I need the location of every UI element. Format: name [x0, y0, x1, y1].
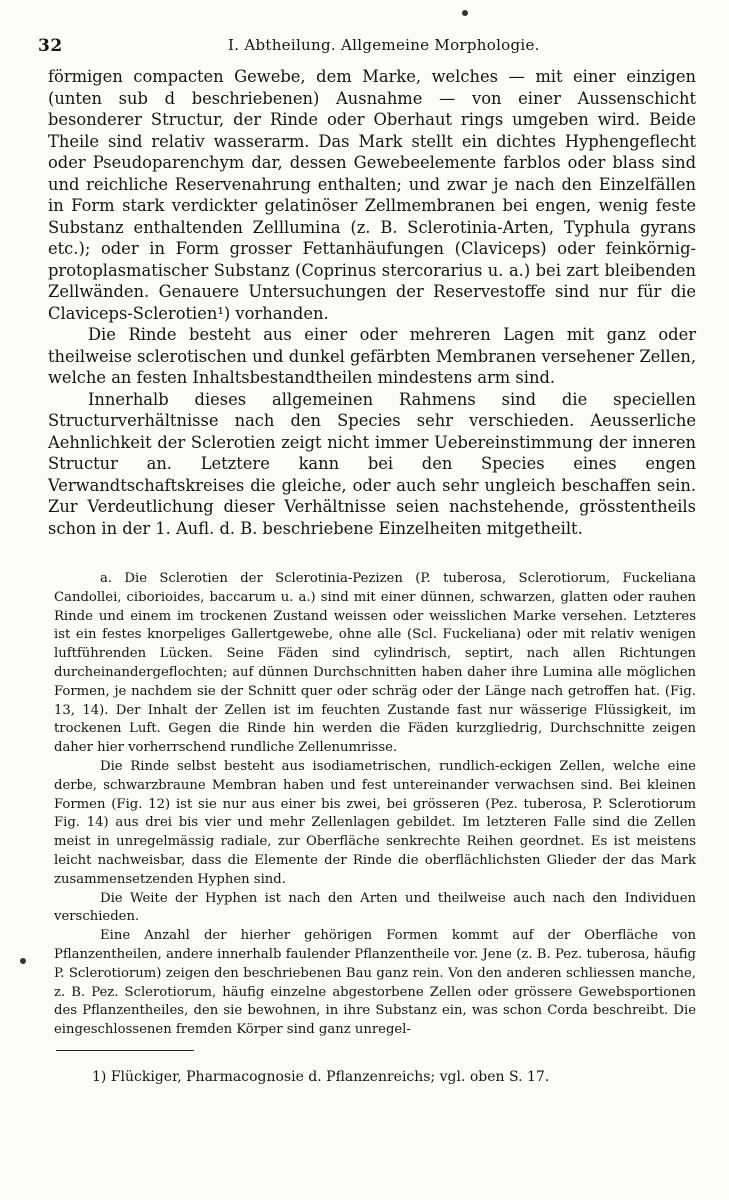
- small-print-section: [54, 570, 696, 1040]
- main-text: [48, 66, 696, 539]
- paragraph: Innerhalb dieses allgemeinen Rahmens sind die speciellen Structurverhältnisse nach den Species sehr verschieden. Aeusserliche Aehnlichkeit der Sclerotien zeigt nicht immer Uebereinstimmung der inneren Structur an. Letztere kann bei den Species eines engen Verwandtschaftskreises die gleiche, oder auch sehr ungleich beschaffen sein. Zur Verdeutlichung dieser Verhältnisse seien nachstehende, grösstentheils schon in der 1. Aufl. d. B. beschriebene Einzelheiten mitgetheilt.: [48, 389, 696, 538]
- small-paragraph: Die Weite der Hyphen ist nach den Arten und theilweise auch nach den Individuen verschieden.: [54, 890, 696, 925]
- footnote-divider: [56, 1050, 194, 1051]
- page-number: 32: [38, 36, 63, 56]
- running-head: I. Abtheilung. Allgemeine Morphologie.: [228, 36, 540, 54]
- ink-speck: [462, 10, 468, 16]
- footnote: 1) Flückiger, Pharmacognosie d. Pflanzenreichs; vgl. oben S. 17.: [92, 1069, 550, 1085]
- small-paragraph: Eine Anzahl der hierher gehörigen Formen kommt auf der Oberfläche von Pflanzentheilen, andere innerhalb faulender Pflanzentheile vor. Jene (z. B. Pez. tuberosa, häufig P. Sclerotiorum) zeigen den beschriebenen Bau ganz rein. Von den anderen schliessen manche, z. B. Pez. Sclerotiorum, häufig einzelne abgestorbene Zellen oder grössere Gewebsportionen des Pflanzentheiles, den sie bewohnen, in ihre Substanz ein, was schon Corda beschreibt. Die eingeschlossenen fremden Körper sind ganz unregel-: [54, 928, 696, 1038]
- ink-speck: [20, 958, 26, 964]
- small-paragraph: Die Rinde selbst besteht aus isodiametrischen, rundlich-eckigen Zellen, welche eine derbe, schwarzbraune Membran haben und fest untereinander verwachsen sind. Bei kleinen Formen (Fig. 12) ist sie nur aus einer bis zwei, bei grösseren (Pez. tuberosa, P. Sclerotiorum Fig. 14) aus drei bis vier und mehr Zellenlagen gebildet. Im letzteren Falle sind die Zellen meist in unregelmässig radiale, zur Oberfläche senkrechte Reihen geordnet. Es ist meistens leicht nachweisbar, dass die Elemente der Rinde die oberflächlichsten Glieder der das Mark zusammensetzenden Hyphen sind.: [54, 758, 696, 887]
- paragraph: förmigen compacten Gewebe, dem Marke, welches — mit einer einzigen (unten sub d beschriebenen) Ausnahme — von einer Aussenschicht besonderer Structur, der Rinde oder Oberhaut rings umgeben wird. Beide Theile sind relativ wasserarm. Das Mark stellt ein dichtes Hyphengeflecht oder Pseudoparenchym dar, dessen Gewebeelemente farblos oder blass sind und reichliche Reservenahrung enthalten; und zwar je nach den Einzelfällen in Form stark verdickter gelatinöser Zellmembranen bei engen, wenig feste Substanz enthaltenden Zelllumina (z. B. Sclerotinia-Arten, Typhula gyrans etc.); oder in Form grosser Fettanhäufungen (Claviceps) oder feinkörnig-protoplasmatischer Substanz (Coprinus stercorarius u. a.) bei zart bleibenden Zellwänden. Genauere Untersuchungen der Reservestoffe sind nur für die Claviceps-Sclerotien¹) vorhanden.: [48, 67, 696, 323]
- page-header: [38, 36, 698, 58]
- paragraph: Die Rinde besteht aus einer oder mehreren Lagen mit ganz oder theilweise sclerotischen und dunkel gefärbten Membranen versehener Zellen, welche an festen Inhaltsbestandtheilen mindestens arm sind.: [48, 325, 696, 387]
- small-paragraph: a. Die Sclerotien der Sclerotinia-Pezizen (P. tuberosa, Sclerotiorum, Fuckeliana Candollei, ciborioides, baccarum u. a.) sind mit einer dünnen, schwarzen, glatten oder rauhen Rinde und einem im trockenen Zustand weissen oder weisslichen Marke versehen. Letzteres ist ein festes knorpeliges Gallertgewebe, ohne alle (Scl. Fuckeliana) oder mit relativ wenigen luftführenden Lücken. Seine Fäden sind cylindrisch, septirt, nach allen Richtungen durcheinandergeflochten; auf dünnen Durchschnitten haben daher ihre Lumina alle möglichen Formen, je nachdem sie der Schnitt quer oder schräg oder der Länge nach getroffen hat. (Fig. 13, 14). Der Inhalt der Zellen ist im feuchten Zustande fast nur wässerige Flüssigkeit, im trockenen Luft. Gegen die Rinde hin werden die Fäden kurzgliedrig, Durchschnitte zeigen daher hier vorherrschend rundliche Zellenumrisse.: [54, 571, 696, 756]
